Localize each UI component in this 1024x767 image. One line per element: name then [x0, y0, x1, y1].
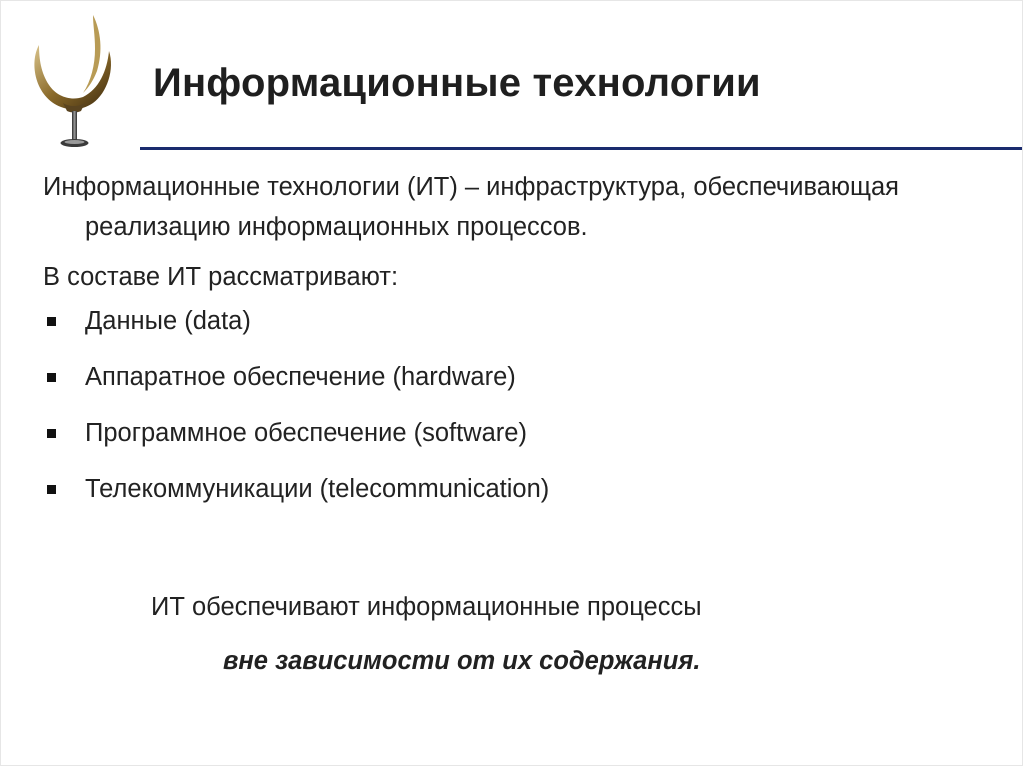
square-bullet-icon — [47, 429, 56, 438]
square-bullet-icon — [47, 373, 56, 382]
emphasis-text: вне зависимости от их содержания. — [223, 647, 701, 675]
list-item-label: Данные (data) — [85, 307, 251, 335]
list-item — [43, 357, 983, 397]
square-bullet-icon — [47, 485, 56, 494]
definition-paragraph: Информационные технологии (ИТ) – инфраструктура, обеспечивающая реализацию информационных процессов. — [43, 173, 899, 241]
title-divider — [140, 147, 1022, 150]
list-item-label: Телекоммуникации (telecommunication) — [85, 475, 550, 503]
slide-body — [43, 167, 983, 525]
goblet-logo-icon — [23, 11, 131, 155]
list-item — [43, 413, 983, 453]
list-item — [43, 469, 983, 509]
list-lead: В составе ИТ рассматривают: — [43, 263, 399, 291]
conclusion-text: ИТ обеспечивают информационные процессы — [151, 593, 702, 621]
page-title: Информационные технологии — [153, 61, 761, 105]
list-item — [43, 301, 983, 341]
list-item-label: Программное обеспечение (software) — [85, 419, 527, 447]
list-item-label: Аппаратное обеспечение (hardware) — [85, 363, 516, 391]
components-list — [43, 301, 983, 509]
square-bullet-icon — [47, 317, 56, 326]
